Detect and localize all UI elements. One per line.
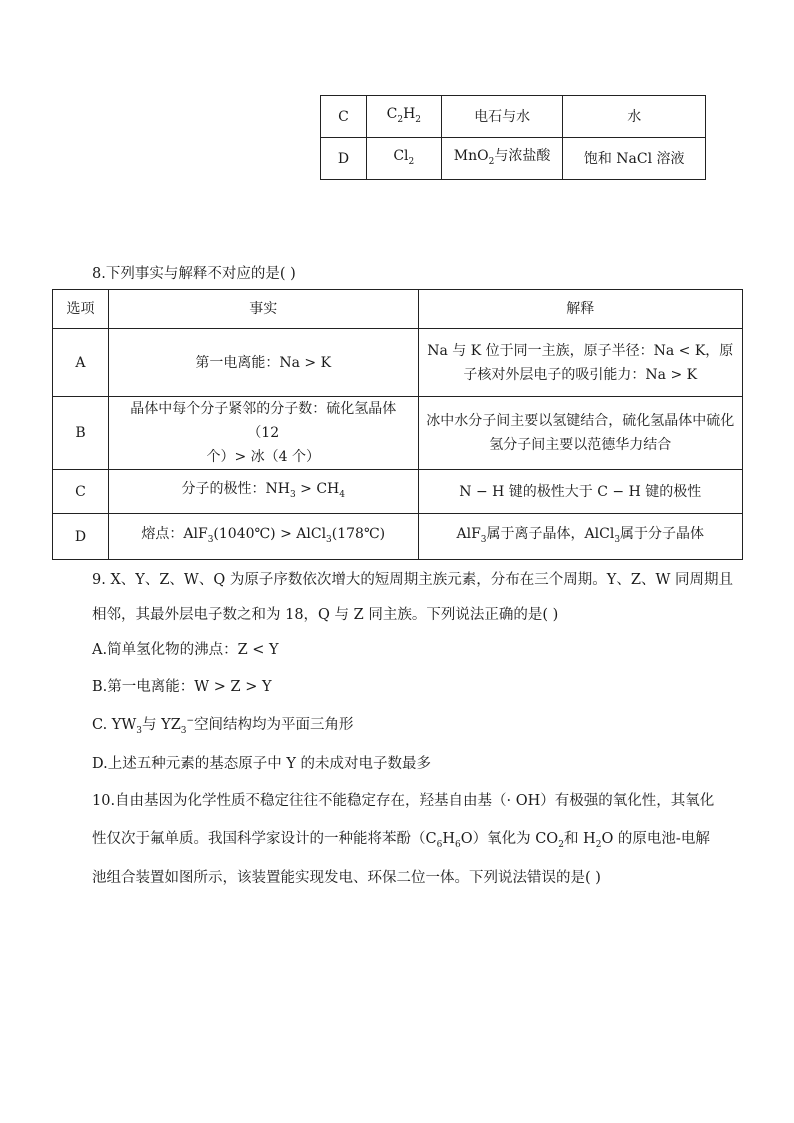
table-header-row bbox=[53, 290, 743, 329]
explanation-cell: Na 与 K 位于同一主族，原子半径：Na < K，原 子核对外层电子的吸引能力：Na > K bbox=[418, 329, 742, 397]
header-fact: 事实 bbox=[108, 290, 418, 329]
fact-cell: 第一电离能：Na > K bbox=[108, 329, 418, 397]
absorbent-cell: 饱和 NaCl 溶液 bbox=[563, 138, 706, 180]
q8-stem: 8.下列事实与解释不对应的是( ) bbox=[92, 266, 296, 282]
table-row bbox=[53, 397, 743, 470]
option-label: B bbox=[53, 397, 109, 470]
table-row bbox=[53, 470, 743, 514]
reagents-cell: 电石与水 bbox=[441, 96, 563, 138]
option-label: D bbox=[53, 514, 109, 560]
q9-option-c: C. $YW_3$与 $YZ_3^-$空间结构均为平面三角形 bbox=[92, 716, 354, 736]
q10-stem-line3: 池组合装置如图所示，该装置能实现发电、环保二位一体。下列说法错误的是( ) bbox=[92, 870, 601, 886]
fact-cell: 分子的极性：$NH_3 > CH_4$ bbox=[108, 470, 418, 514]
q10-stem-line2: 性仅次于氟单质。我国科学家设计的一种能将苯酚$(C_6H_6O)$氧化为 $CO_2$和 $H_2O$ 的原电池-电解 bbox=[92, 831, 710, 850]
table-row bbox=[53, 329, 743, 397]
option-label: D bbox=[321, 138, 367, 180]
explanation-cell: N − H 键的极性大于 C − H 键的极性 bbox=[418, 470, 742, 514]
explanation-cell: AlF$_3$属于离子晶体，AlCl$_3$属于分子晶体 bbox=[418, 514, 742, 560]
q8-table bbox=[52, 289, 743, 560]
gas-prep-table bbox=[320, 95, 706, 180]
q9-stem-line1: 9. X、Y、Z、W、Q 为原子序数依次增大的短周期主族元素，分布在三个周期。Y、Z、W 同周期且 bbox=[92, 572, 733, 588]
explanation-cell: 冰中水分子间主要以氢键结合，硫化氢晶体中硫化 氢分子间主要以范德华力结合 bbox=[418, 397, 742, 470]
table-row bbox=[53, 514, 743, 560]
header-option: 选项 bbox=[53, 290, 109, 329]
fact-cell: 晶体中每个分子紧邻的分子数：硫化氢晶体（12 个）> 冰（4 个） bbox=[108, 397, 418, 470]
header-explanation: 解释 bbox=[418, 290, 742, 329]
gas-formula: $C_2H_2$ bbox=[366, 96, 441, 138]
q9-option-d: D.上述五种元素的基态原子中 Y 的未成对电子数最多 bbox=[92, 756, 432, 772]
absorbent-cell: 水 bbox=[563, 96, 706, 138]
q10-stem-line1: 10.自由基因为化学性质不稳定往往不能稳定存在，羟基自由基（· OH）有极强的氧化性，其氧化 bbox=[92, 793, 715, 809]
table-row bbox=[321, 96, 706, 138]
option-label: A bbox=[53, 329, 109, 397]
reagents-cell: MnO$_2$与浓盐酸 bbox=[441, 138, 563, 180]
q9-stem-line2: 相邻，其最外层电子数之和为 18，Q 与 Z 同主族。下列说法正确的是( ) bbox=[92, 607, 559, 623]
q9-option-a: A.简单氢化物的沸点：Z < Y bbox=[92, 642, 279, 658]
option-label: C bbox=[53, 470, 109, 514]
q9-option-b: B.第一电离能：W > Z > Y bbox=[92, 679, 272, 695]
option-label: C bbox=[321, 96, 367, 138]
table-row bbox=[321, 138, 706, 180]
gas-formula: $Cl_2$ bbox=[366, 138, 441, 180]
fact-cell: 熔点：AlF$_3$(1040℃) > AlCl$_3$(178℃) bbox=[108, 514, 418, 560]
